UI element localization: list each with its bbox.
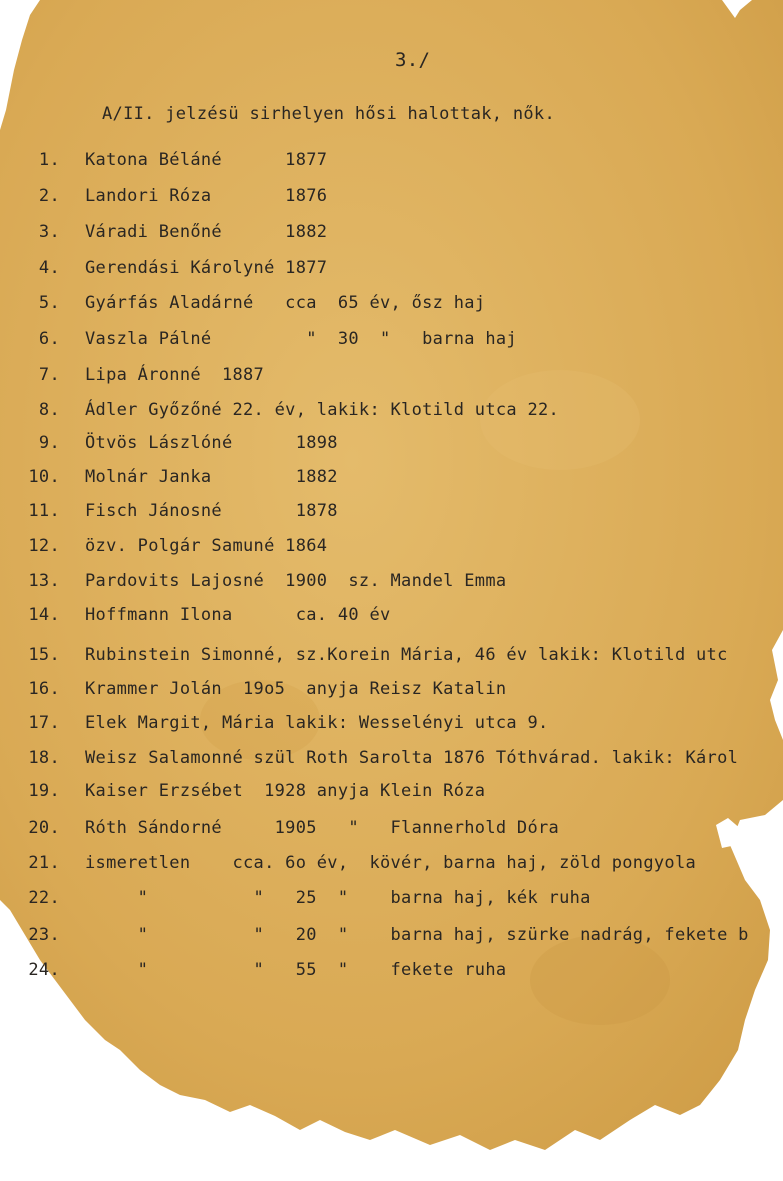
entry-number: 7. — [38, 365, 60, 385]
entry-number: 17. — [28, 713, 60, 733]
entry-number: 9. — [38, 433, 60, 453]
page-heading: A/II. jelzésü sirhelyen hősi halottak, nők. — [102, 104, 555, 124]
entry-text: Landori Róza 1876 — [85, 186, 328, 206]
entry-number: 5. — [38, 293, 60, 313]
entry-number: 2. — [38, 186, 60, 206]
entry-number: 15. — [28, 645, 60, 665]
entry-text: Molnár Janka 1882 — [85, 467, 338, 487]
entry-number: 3. — [38, 222, 60, 242]
entry-text: Lipa Áronné 1887 — [85, 365, 265, 385]
entry-text: Gerendási Károlyné 1877 — [85, 258, 328, 278]
entry-number: 10. — [28, 467, 60, 487]
entry-number: 6. — [38, 329, 60, 349]
entry-text: Róth Sándorné 1905 " Flannerhold Dóra — [85, 818, 560, 838]
entry-number: 20. — [28, 818, 60, 838]
entry-text: " " 55 " fekete ruha — [85, 960, 507, 980]
entry-number: 19. — [28, 781, 60, 801]
entry-number: 18. — [28, 748, 60, 768]
page-number: 3./ — [395, 49, 431, 71]
entry-text: " " 25 " barna haj, kék ruha — [85, 888, 591, 908]
entry-text: Katona Béláné 1877 — [85, 150, 328, 170]
entry-number: 24. — [28, 960, 60, 980]
entry-text: " " 20 " barna haj, szürke nadrág, fekete b — [85, 925, 749, 945]
entry-number: 4. — [38, 258, 60, 278]
entry-text: Kaiser Erzsébet 1928 anyja Klein Róza — [85, 781, 486, 801]
entry-number: 23. — [28, 925, 60, 945]
entry-number: 22. — [28, 888, 60, 908]
entry-text: Hoffmann Ilona ca. 40 év — [85, 605, 391, 625]
entry-number: 12. — [28, 536, 60, 556]
entry-text: Fisch Jánosné 1878 — [85, 501, 338, 521]
entry-number: 1. — [38, 150, 60, 170]
entry-text: Rubinstein Simonné, sz.Korein Mária, 46 év lakik: Klotild utc — [85, 645, 728, 665]
entry-text: Váradi Benőné 1882 — [85, 222, 328, 242]
entry-text: Gyárfás Aladárné cca 65 év, ősz haj — [85, 293, 486, 313]
entry-number: 16. — [28, 679, 60, 699]
entry-text: Elek Margit, Mária lakik: Wesselényi utca 9. — [85, 713, 549, 733]
entry-number: 14. — [28, 605, 60, 625]
entry-number: 11. — [28, 501, 60, 521]
entry-text: Krammer Jolán 19o5 anyja Reisz Katalin — [85, 679, 507, 699]
entry-text: Vaszla Pálné " 30 " barna haj — [85, 329, 517, 349]
entry-number: 21. — [28, 853, 60, 873]
entry-text: Weisz Salamonné szül Roth Sarolta 1876 Tóthvárad. lakik: Károl — [85, 748, 739, 768]
entry-text: Ötvös Lászlóné 1898 — [85, 433, 338, 453]
entry-number: 13. — [28, 571, 60, 591]
entry-number: 8. — [38, 400, 60, 420]
entry-text: ismeretlen cca. 6o év, kövér, barna haj, zöld pongyola — [85, 853, 697, 873]
entry-text: özv. Polgár Samuné 1864 — [85, 536, 328, 556]
entry-text: Pardovits Lajosné 1900 sz. Mandel Emma — [85, 571, 507, 591]
entry-text: Ádler Győzőné 22. év, lakik: Klotild utca 22. — [85, 400, 560, 420]
